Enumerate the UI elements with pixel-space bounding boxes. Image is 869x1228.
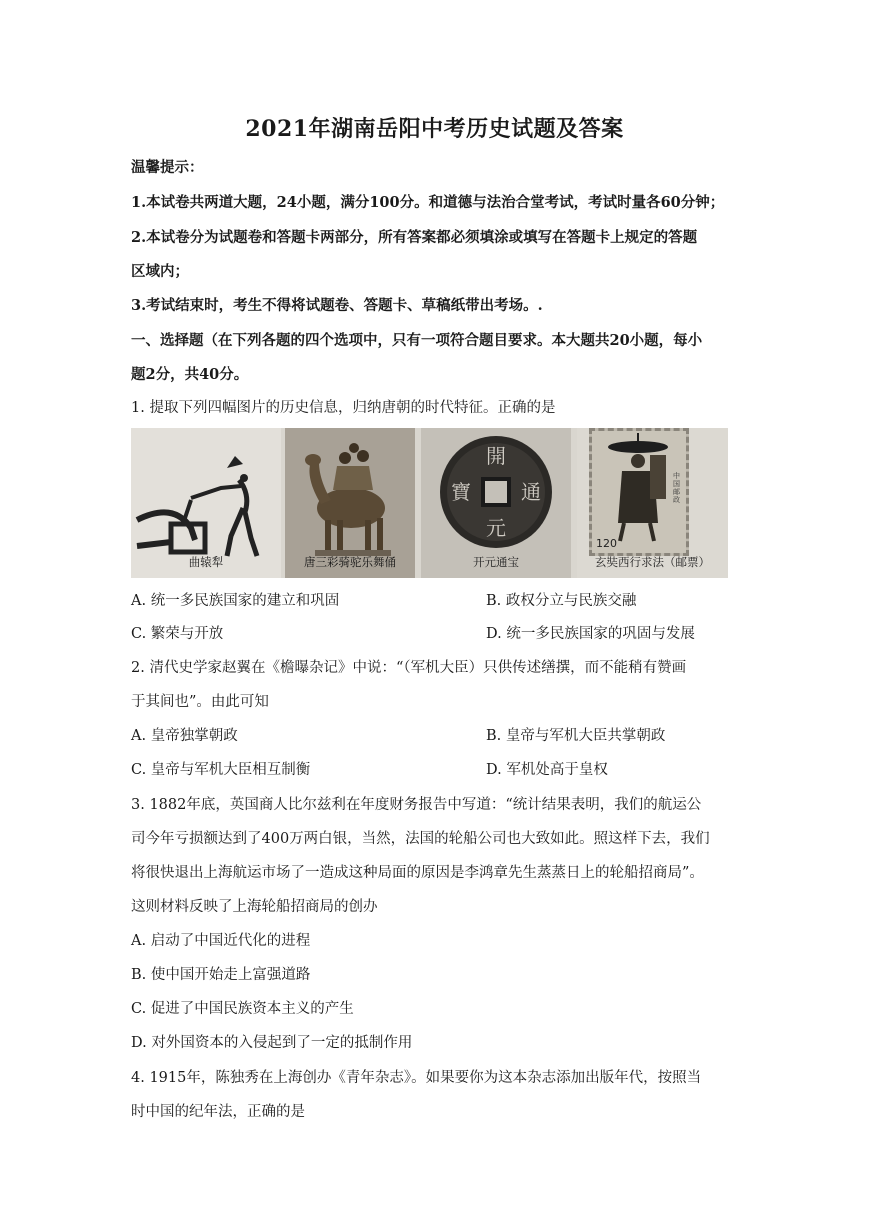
question-3-stem-b: 司今年亏损额达到了400万两白银，当然，法国的轮船公司也大致如此。照这样下去，我们 bbox=[131, 831, 710, 847]
stamp-value: 120 bbox=[596, 537, 617, 550]
question-4-stem-b: 时中国的纪年法，正确的是 bbox=[131, 1104, 305, 1120]
tips-heading: 温馨提示： bbox=[131, 159, 204, 176]
stamp-country: 中国邮政 bbox=[673, 472, 680, 504]
section-heading-b: 题2分，共40分。 bbox=[131, 366, 249, 383]
q2-option-b: B. 皇帝与军机大臣共掌朝政 bbox=[486, 728, 666, 744]
q1-option-b: B. 政权分立与民族交融 bbox=[486, 593, 637, 609]
question-1-figure bbox=[131, 428, 728, 578]
question-4-stem-a: 4. 1915年，陈独秀在上海创办《青年杂志》。如果要你为这本杂志添加出版年代，按照当 bbox=[131, 1070, 702, 1086]
caption-coin: 开元通宝 bbox=[473, 555, 519, 569]
coin-char-bottom: 元 bbox=[486, 516, 506, 540]
coin-char-top: 開 bbox=[486, 444, 506, 468]
stamp-drawing bbox=[592, 431, 686, 553]
q2-option-d: D. 军机处高于皇权 bbox=[486, 762, 608, 778]
q1-option-d: D. 统一多民族国家的巩固与发展 bbox=[486, 626, 695, 642]
q3-option-d: D. 对外国资本的入侵起到了一定的抵制作用 bbox=[131, 1035, 413, 1051]
q2-option-c: C. 皇帝与军机大臣相互制衡 bbox=[131, 762, 311, 778]
question-3-stem-d: 这则材料反映了上海轮船招商局的创办 bbox=[131, 899, 378, 915]
coin-char-right: 通 bbox=[521, 480, 541, 504]
q1-option-a: A. 统一多民族国家的建立和巩固 bbox=[131, 593, 340, 609]
caption-stamp: 玄奘西行求法（邮票） bbox=[595, 555, 710, 569]
question-2-stem-b: 于其间也”。由此可知 bbox=[131, 694, 269, 710]
section-heading-a: 一、选择题（在下列各题的四个选项中，只有一项符合题目要求。本大题共20小题，每小 bbox=[131, 332, 703, 349]
q3-option-b: B. 使中国开始走上富强道路 bbox=[131, 967, 311, 983]
tip-line-2b: 区域内； bbox=[131, 263, 189, 280]
q2-option-a: A. 皇帝独掌朝政 bbox=[131, 728, 238, 744]
tip-line-3: 3.考试结束时，考生不得将试题卷、答题卡、草稿纸带出考场。. bbox=[131, 297, 543, 314]
caption-plough: 曲辕犁 bbox=[188, 555, 224, 569]
caption-camel: 唐三彩骑驼乐舞俑 bbox=[304, 555, 396, 569]
q3-option-c: C. 促进了中国民族资本主义的产生 bbox=[131, 1001, 354, 1017]
question-2-stem-a: 2. 清代史学家赵翼在《檐曝杂记》中说：“（军机大臣）只供传述缮撰，而不能稍有赞画 bbox=[131, 660, 687, 676]
tip-line-1: 1.本试卷共两道大题，24小题，满分100分。和道德与法治合堂考试，考试时量各60分钟； bbox=[131, 194, 725, 211]
tip-line-2a: 2.本试卷分为试题卷和答题卡两部分，所有答案都必须填涂或填写在答题卡上规定的答题 bbox=[131, 229, 698, 246]
camel-figurine-photo bbox=[285, 428, 415, 578]
coin-char-left: 寶 bbox=[451, 480, 471, 504]
question-3-stem-a: 3. 1882年底，英国商人比尔兹利在年度财务报告中写道：“统计结果表明，我们的航运公 bbox=[131, 797, 702, 813]
q3-option-a: A. 启动了中国近代化的进程 bbox=[131, 933, 311, 949]
plough-illustration bbox=[131, 428, 281, 578]
question-1-stem: 1. 提取下列四幅图片的历史信息，归纳唐朝的时代特征。正确的是 bbox=[131, 400, 556, 416]
coin-photo bbox=[421, 428, 571, 578]
xuanzang-stamp-photo bbox=[577, 428, 728, 578]
question-3-stem-c: 将很快退出上海航运市场了一造成这种局面的原因是李鸿章先生蒸蒸日上的轮船招商局”。 bbox=[131, 865, 704, 881]
document-title: 2021年湖南岳阳中考历史试题及答案 bbox=[245, 116, 624, 142]
q1-option-c: C. 繁荣与开放 bbox=[131, 626, 224, 642]
